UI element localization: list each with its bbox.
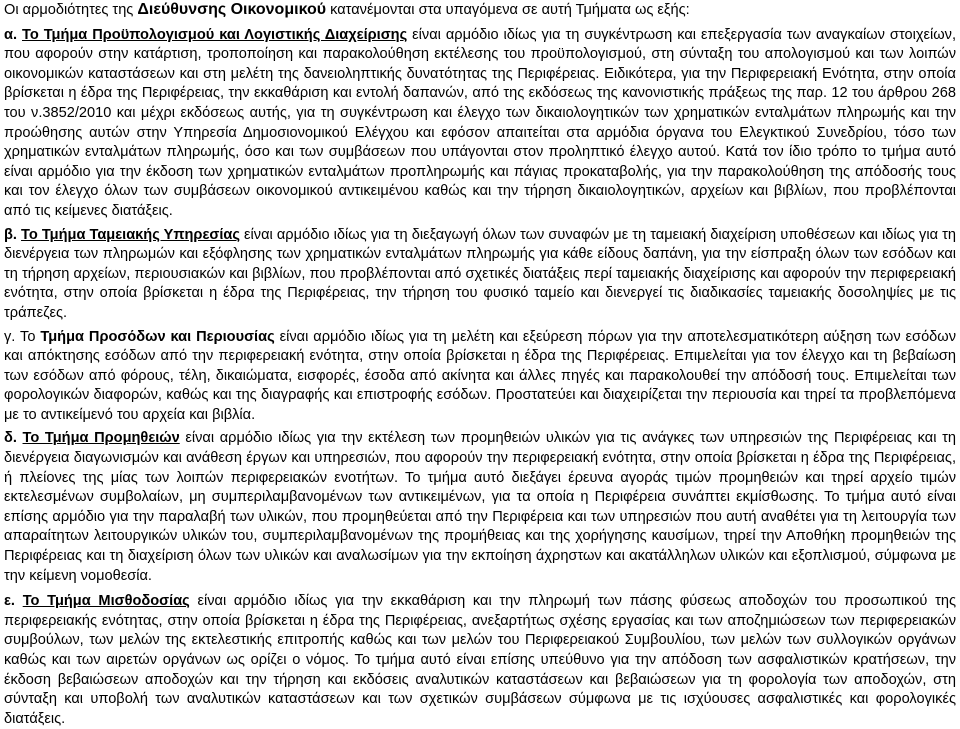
section-e-letter: ε. [4,593,23,610]
section-d-text: είναι αρμόδιο ιδίως για την εκτέλεση των προμηθειών υλικών για τις ανάγκες των υπηρεσιών της Περιφέρειας και τη διενέργεια διαγωνισμών και ανάθεση έργων και υπηρεσιών, που αφορούν την περιφερειακή ενότητα, στην οποία βρίσκεται η έδρα της Περιφέρειας, ή πλείονες της μίας των λοιπών περιφερειακών ενοτήτων. Το τμήμα αυτό διεξάγει έρευνα αγοράς τιμών προμηθειών και τηρεί αρχείο τιμών εκτελεσμένων συμβολαίων, μη συμπεριλαμβανομένων των αντικειμένων, για τα οποία η Περιφέρεια συνάπτει εκμίσθωσης. Το τμήμα αυτό είναι επίσης αρμόδιο για την παραλαβή των υλικών, που προμηθεύεται από την Περιφέρεια και των υπηρεσιών που αυτή αναθέτει για τη λειτουργία των απαραίτητων λειτουργικών υλικών του, συμπεριλαμβανομένων της προμήθειας και της χορήγησης καυσίμων, τηρεί την Αποθήκη προμηθειών της Περιφέρειας και τη διαχείριση όλων των υλικών και αναλωσίμων για την εκποίηση άχρηστων και ακατάλληλων υλικών και εξοπλισμού, σύμφωνα με την κείμενη νομοθεσία. [4,430,956,584]
section-c-letter: γ. Το [4,328,41,345]
section-b-text: είναι αρμόδιο ιδίως για τη διεξαγωγή όλων των συναφών με τη ταμειακή διαχείριση υποθέσεων και ιδίως για τη διενέργεια των πληρωμών και εξόφλησης των χρηματικών ενταλμάτων πληρωμής για κάθε είδους δαπάνη, για την είσπραξη όλων των εσόδων και τη τήρηση αρχείων, περιουσιακών και βιβλίων, που προβλέπονται από σχετικές διατάξεις περί ταμειακής διαχείρισης και αφορούν την περιφερειακή ενότητα, στην οποία βρίσκεται η έδρα της Περιφέρειας, την τήρηση του φυσικό ταμείο και διενεργεί τις διαδικασίες ταμειακής δοσοληψίες με τις τράπεζες. [4,226,956,321]
section-e [4,592,956,729]
section-d-heading: Το Τμήμα Προμηθειών [22,430,180,447]
section-b-letter: β. [4,226,22,243]
section-c-text: είναι αρμόδιο ιδίως για τη μελέτη και εξεύρεση πόρων για την αποτελεσματικότερη αύξηση των εσόδων και απόκτησης εσόδων από την περιφερειακή ενότητα, στην οποία βρίσκεται η έδρα της Περιφέρειας. Επιμελείται για τον έλεγχο και τη βεβαίωση των εσόδων από φόρους, τέλη, δικαιώματα, εισφορές, έσοδα από ακίνητα και άλλες πηγές και παρακολουθεί την απόδοσή τους. Επιμελείται των φορολογικών διαφορών, καθώς και της διαγραφής και επιστροφής εσόδων. Προστατεύει και διαχειρίζεται την περιουσία και τηρεί τα προβλεπόμενα με το αντικείμενό του αρχεία και βιβλία. [4,328,956,423]
section-e-heading: Το Τμήμα Μισθοδοσίας [22,593,190,610]
section-d-letter: δ. [4,430,23,447]
section-c-heading: Τμήμα Προσόδων και Περιουσίας [40,328,275,345]
section-a-heading: Το Τμήμα Προϋπολογισμού και Λογιστικής Διαχείρισης [22,26,408,43]
section-a-text: είναι αρμόδιο ιδίως για τη συγκέντρωση και επεξεργασία των αναγκαίων στοιχείων, που αφορούν στην κατάρτιση, τροποποίηση και παρακολούθηση εκτέλεσης του προϋπολογισμού, στη σύνταξη του απολογισμού και των λοιπών οικονομικών καταστάσεων και στη μελέτη της δανειοληπτικής δυνατότητας της Περιφέρειας. Ειδικότερα, για την Περιφερειακή Ενότητα, στην οποία βρίσκεται η έδρα της Περιφέρειας, την εκκαθάριση και εντολή δαπανών, από της εκδόσεως της κανονιστικής πράξεως της παρ. 12 του άρθρου 268 του ν.3852/2010 και μέχρι εκδόσεως αυτής, για τη συγκέντρωση και έλεγχο των δικαιολογητικών των χρηματικών ενταλμάτων πληρωμής και την προώθησης αυτών στην Υπηρεσία Δημοσιονομικού Ελέγχου και εφόσον απαιτείται στα αρμόδια όργανα του Ελεγκτικού Συνεδρίου, τόσο των χρηματικών ενταλμάτων πληρωμής, όσο και των συμβάσεων που υπάγονται στον προληπτικό έλεγχο αυτού. Κατά τον ίδιο τρόπο το τμήμα αυτό είναι αρμόδιο για την έκδοση των χρηματικών ενταλμάτων προπληρωμής και πάγιας προκαταβολής, για την παρακολούθηση της απόδοσής τους και τον έλεγχο όλων των συμβάσεων οικονομικού αντικειμένου καθώς και την τήρηση δικαιολογητικών, αρχείων και βιβλίων, που προβλέπονται από τις κείμενες διατάξεις. [4,26,957,219]
intro-paragraph [4,0,956,21]
section-e-text: είναι αρμόδιο ιδίως για την εκκαθάριση και την πληρωμή των πάσης φύσεως αποδοχών του προσωπικού της περιφερειακής ενότητας, στην οποία βρίσκεται η έδρα της Περιφέρειας, ανεξαρτήτως σχέσης εργασίας και των αποζημιώσεων των περιφερειακών συμβούλων, των μελών της εκτελεστικής επιτροπής καθώς και των μελών του Περιφερειακού Συμβουλίου, των μελών των συλλογικών οργάνων καθώς και των αιρετών οργάνων ως ορίζει ο νόμος. Το τμήμα αυτό είναι επίσης υπεύθυνο για την απόδοση των ασφαλιστικών κρατήσεων, την έκδοση βεβαιώσεων αποδοχών και την τήρηση και εκδόσεις αναλυτικών καταστάσεων και βεβαιώσεων για τη φορολογία των αποδοχών, στη σύνταξη και υποβολή των αναλυτικών καταστάσεων και των σχετικών συμβάσεων σύμφωνα με τις ισχύουσες ασφαλιστικές και φορολογικές διατάξεις. [4,593,956,727]
section-d [4,429,956,586]
department-name: Διεύθυνσης Οικονομικού [137,1,327,18]
section-b-heading: Το Τμήμα Ταμειακής Υπηρεσίας [21,226,240,243]
section-b [4,226,956,324]
section-c [4,328,956,426]
intro-post: κατανέμονται στα υπαγόμενα σε αυτή Τμήματα ως εξής: [326,2,690,18]
section-a [4,26,956,222]
section-a-letter: α. [4,26,22,43]
intro-pre: Οι αρμοδιότητες της [4,2,138,18]
